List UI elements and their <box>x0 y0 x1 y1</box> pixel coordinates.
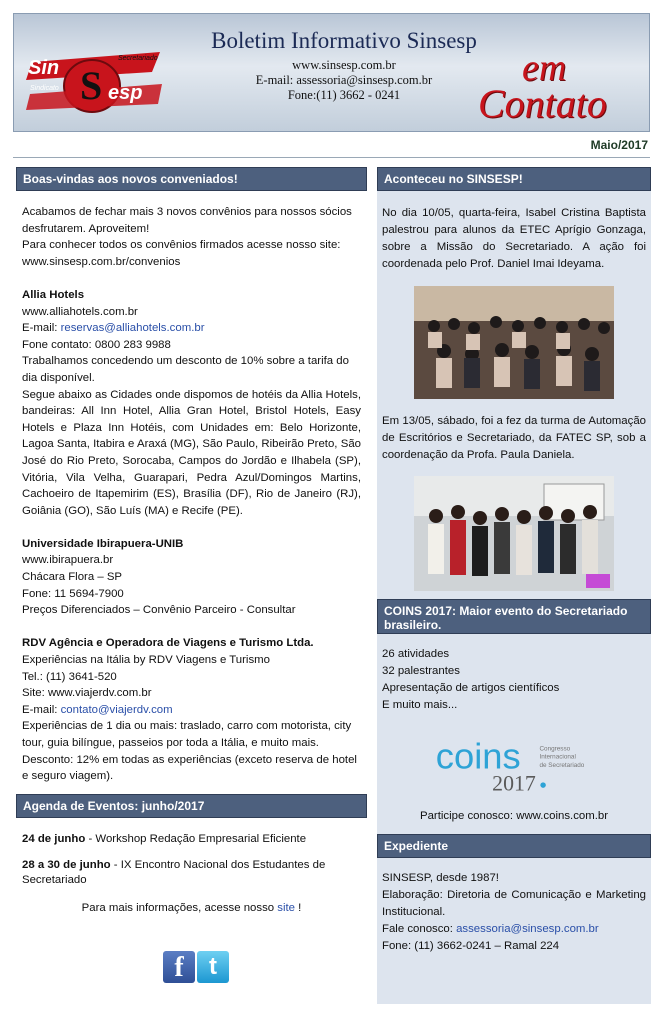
twitter-icon[interactable]: t <box>197 951 229 983</box>
list-item: E muito mais... <box>382 699 458 711</box>
svg-text:de Secretariado: de Secretariado <box>539 761 585 769</box>
right-column <box>377 167 651 955</box>
allia-cities: Segue abaixo as Cidades onde dispomos de hotéis da Allia Hotels, bandeiras: All Inn Hotel, Allia Gran Hotel, Bristol Hotels, Easy Hotels e Plaza Inn Hotéis, com Unidades em: Belo Horizonte, Lagoa Santa, Itabira e Araxá (MG), São Paulo, Ribeirão Preto, São José do Rio Preto, Sorocaba, Campos do Jordão e Ilhabela (SP), Vitória, Vila Velha, Guarapari, Pedra Azul/Domingos Martins, Cachoeiro de Itapemirim (ES), Brasília (DF), Rio de Janeiro (RJ), Goiânia (GO), São Luís (MA) e Recife (PE). <box>22 388 361 517</box>
expediente-elaboracao: Elaboração: Diretoria de Comunicação e Marketing Institucional. <box>382 889 646 918</box>
allia-email-link[interactable]: reservas@alliahotels.com.br <box>60 322 205 335</box>
issue-date: Maio/2017 <box>590 138 648 152</box>
expediente-phone: Fone: (11) 3662-0241 – Ramal 224 <box>382 940 560 952</box>
rdv-desc: Experiências de 1 dia ou mais: traslado, carro com motorista, city tour, guia bilíngue, passeios por toda a Itália, e muito mais. <box>22 720 352 749</box>
expediente-since: SINSESP, desde 1987! <box>382 872 499 884</box>
expediente-heading: Expediente <box>377 834 651 858</box>
svg-text:esp: esp <box>108 82 143 104</box>
header-contact <box>214 58 474 103</box>
sinsesp-logo <box>22 44 172 114</box>
agenda-heading: Agenda de Eventos: junho/2017 <box>16 794 367 818</box>
welcome-intro: Acabamos de fechar mais 3 novos convênios para nossos sócios desfrutarem. Aproveitem! <box>22 206 352 235</box>
allia-site[interactable]: www.alliahotels.com.br <box>22 305 138 318</box>
coins-heading: COINS 2017: Maior evento do Secretariado brasileiro. <box>377 599 651 634</box>
unib-phone: Fone: 11 5694-7900 <box>22 587 124 600</box>
coins-list <box>377 634 651 714</box>
list-item: 26 atividades <box>382 648 450 660</box>
unib-desc: Preços Diferenciados – Convênio Parceiro - Consultar <box>22 604 296 617</box>
aconteceu-heading: Aconteceu no SINSESP! <box>377 167 651 191</box>
unib-site[interactable]: www.ibirapuera.br <box>22 554 114 567</box>
left-column <box>16 167 367 916</box>
agenda-event: 28 a 30 de junho - IX Encontro Nacional dos Estudantes de Secretariado <box>22 858 326 886</box>
newsletter-header <box>13 13 650 132</box>
welcome-heading: Boas-vindas aos novos conveniados! <box>16 167 367 191</box>
event-photo-etec <box>414 286 614 399</box>
contact-email-link[interactable]: assessoria@sinsesp.com.br <box>456 923 599 935</box>
logo-tagline-secretariado: Secretariado <box>118 55 158 62</box>
aconteceu-p2: Em 13/05, sábado, foi a fez da turma de Automação de Escritórios e Secretariado, da FATEC SP, sob a coordenação da Profa. Paula Daniela. <box>382 415 646 461</box>
divider <box>13 157 650 158</box>
welcome-intro-2: Para conhecer todos os convênios firmados acesse nosso site: <box>22 239 341 252</box>
rdv-line: Experiências na Itália by RDV Viagens e Turismo <box>22 654 270 667</box>
allia-email-line: E-mail: reservas@alliahotels.com.br <box>22 322 205 335</box>
rdv-phone: Tel.: (11) 3641-520 <box>22 670 117 683</box>
svg-text:Internacional: Internacional <box>539 753 576 761</box>
em-contato-wordmark: em Contato <box>478 47 607 126</box>
rdv-email-link[interactable]: contato@viajerdv.com <box>60 703 173 716</box>
logo-tagline-sindicato: Sindicato <box>30 85 59 92</box>
expediente-content <box>377 858 651 955</box>
list-item: Apresentação de artigos científicos <box>382 682 560 694</box>
site-link[interactable]: site <box>277 901 296 914</box>
unib-address: Chácara Flora – SP <box>22 571 123 584</box>
coins-participe[interactable]: Participe conosco: www.coins.com.br <box>419 810 609 822</box>
event-photo-fatec <box>414 476 614 591</box>
rdv-email-line: E-mail: contato@viajerdv.com <box>22 703 173 716</box>
header-email[interactable]: E-mail: assessoria@sinsesp.com.br <box>255 73 433 87</box>
svg-text:Sin: Sin <box>28 57 60 79</box>
agenda-event: 24 de junho - Workshop Redação Empresarial Eficiente <box>22 832 307 845</box>
list-item: 32 palestrantes <box>382 665 460 677</box>
expediente-contact: Fale conosco: assessoria@sinsesp.com.br <box>382 923 599 935</box>
svg-text:S: S <box>80 63 103 108</box>
newsletter-title: Boletim Informativo Sinsesp <box>211 28 477 53</box>
rdv-site[interactable]: Site: www.viajerdv.com.br <box>22 687 152 700</box>
rdv-name: RDV Agência e Operadora de Viagens e Turismo Ltda. <box>22 637 314 650</box>
header-site[interactable]: www.sinsesp.com.br <box>292 58 396 72</box>
unib-name: Universidade Ibirapuera-UNIB <box>22 537 184 550</box>
more-info: Para mais informações, acesse nosso site ! <box>81 901 302 914</box>
coins-logo[interactable] <box>424 736 604 796</box>
header-phone: Fone:(11) 3662 - 0241 <box>287 88 401 102</box>
rdv-discount: Desconto: 12% em todas as experiências (exceto reserva de hotel e seguro viagem). <box>22 753 357 783</box>
allia-name: Allia Hotels <box>22 288 85 301</box>
allia-phone: Fone contato: 0800 283 9988 <box>22 338 171 351</box>
svg-text:coins: coins <box>435 736 521 777</box>
allia-desc: Trabalhamos concedendo um desconto de 10% sobre a tarifa do dia disponível. <box>22 355 349 384</box>
convenios-link[interactable]: www.sinsesp.com.br/convenios <box>22 255 181 268</box>
facebook-icon[interactable]: f <box>163 951 195 983</box>
aconteceu-p1: No dia 10/05, quarta-feira, Isabel Cristina Baptista palestrou para alunos da ETEC Aprígio Gonzaga, sobre a Missão do Secretariado. A ação foi coordenada pelo Prof. Daniel Imai Ideyama. <box>382 207 646 270</box>
svg-text:2017: 2017 <box>492 771 536 796</box>
svg-text:Congresso: Congresso <box>539 745 571 753</box>
